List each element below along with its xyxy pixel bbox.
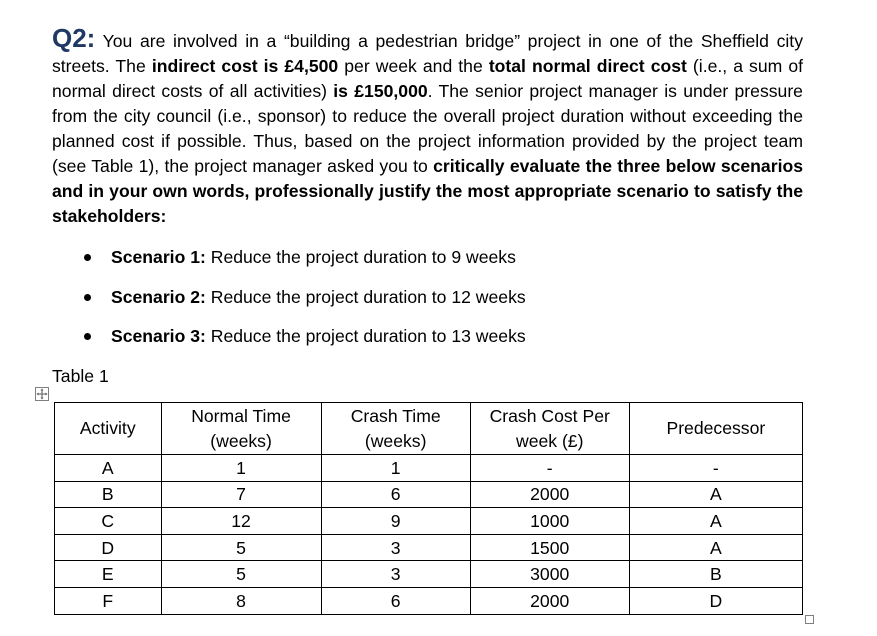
cell-crash-cost: 1000: [470, 508, 629, 535]
cell-crash-cost: -: [470, 455, 629, 482]
header-predecessor: Predecessor: [629, 403, 802, 455]
cell-normal-time: 8: [161, 587, 321, 614]
cell-normal-time: 5: [161, 561, 321, 588]
header-crash-cost-line1: Crash Cost Per: [489, 405, 610, 426]
table-row: [55, 455, 803, 482]
normal-direct-cost-label: total normal direct cost: [488, 56, 687, 76]
cell-crash-time: 9: [321, 508, 470, 535]
header-crash-time-line2: (weeks): [364, 430, 427, 451]
cell-crash-time: 3: [321, 534, 470, 561]
cell-activity: C: [55, 508, 162, 535]
normal-direct-cost-value: is £150,000: [333, 81, 428, 101]
scenario-text: Reduce the project duration to 12 weeks: [205, 286, 526, 307]
cell-predecessor: B: [629, 561, 802, 588]
cell-activity: D: [55, 534, 162, 561]
cell-crash-cost: 3000: [470, 561, 629, 588]
cell-activity: E: [55, 561, 162, 588]
header-normal-time-line1: Normal Time: [191, 405, 291, 426]
cell-predecessor: -: [629, 455, 802, 482]
cell-predecessor: A: [629, 508, 802, 535]
cell-predecessor: D: [629, 587, 802, 614]
scenario-label: Scenario 3:: [111, 326, 206, 346]
cell-crash-time: 6: [321, 587, 470, 614]
question-text-4: . The senior project manager is under pressure from the city council (i.e., sponsor) to reduce the overall project duration without exceeding the planned cost if possible. Thus, based on the project information provided by the project team (see Table 1), the project manager asked you to: [52, 81, 803, 176]
table-row: [55, 481, 803, 508]
scenario-text: Reduce the project duration to 9 weeks: [205, 247, 516, 267]
cell-crash-time: 1: [321, 455, 470, 482]
header-crash-cost-line2: week (£): [515, 430, 584, 451]
bullet-icon: [84, 333, 91, 340]
indirect-cost-text: indirect cost is £4,500: [151, 56, 339, 76]
cell-normal-time: 7: [161, 481, 321, 508]
cell-crash-cost: 2000: [470, 587, 629, 614]
scenario-text: Reduce the project duration to 13 weeks: [205, 326, 526, 346]
cell-activity: B: [55, 481, 162, 508]
table-resize-handle[interactable]: [805, 615, 814, 624]
scenario-label: Scenario 1:: [111, 247, 206, 267]
bullet-icon: [84, 294, 91, 301]
table-row: [55, 561, 803, 588]
question-instruction: critically evaluate the three below scenarios and in your own words, professionally justify the most appropriate scenario to satisfy the stakeholders:: [52, 156, 803, 226]
cell-activity: F: [55, 587, 162, 614]
cell-predecessor: A: [629, 534, 802, 561]
cell-crash-time: 3: [321, 561, 470, 588]
header-normal-time-line2: (weeks): [210, 430, 272, 451]
cell-predecessor: A: [629, 481, 802, 508]
cell-activity: A: [55, 455, 162, 482]
question-text-3: (i.e., a sum of normal direct costs of all activities): [52, 56, 804, 101]
activity-table: [54, 402, 803, 615]
question-label: Q2:: [52, 23, 96, 53]
question-text-1: You are involved in a “building a pedestrian bridge” project in one of the Sheffield city streets. The: [52, 31, 803, 76]
question-text-2: per week and the: [338, 56, 489, 76]
scenario-label: Scenario 2:: [111, 286, 206, 307]
cell-normal-time: 1: [161, 455, 321, 482]
header-activity: Activity: [55, 403, 162, 455]
table-row: [55, 587, 803, 614]
table-row: [55, 508, 803, 535]
question-paragraph: [52, 23, 804, 229]
header-crash-cost: [470, 403, 629, 455]
table-row: [55, 534, 803, 561]
header-normal-time: [161, 403, 321, 455]
table-caption: Table 1: [52, 366, 109, 386]
cell-normal-time: 12: [161, 508, 321, 535]
scenario-item-3: [80, 324, 526, 364]
scenario-item-2: [80, 285, 526, 325]
header-crash-time-line1: Crash Time: [350, 405, 441, 426]
bullet-icon: [84, 254, 91, 261]
scenario-item-1: [80, 245, 526, 285]
table-header-row: [55, 403, 803, 455]
cell-crash-cost: 2000: [470, 481, 629, 508]
cell-normal-time: 5: [161, 534, 321, 561]
header-crash-time: [321, 403, 470, 455]
scenario-list: [80, 245, 526, 364]
cell-crash-cost: 1500: [470, 534, 629, 561]
cell-crash-time: 6: [321, 481, 470, 508]
table-move-handle-icon[interactable]: [35, 387, 49, 401]
